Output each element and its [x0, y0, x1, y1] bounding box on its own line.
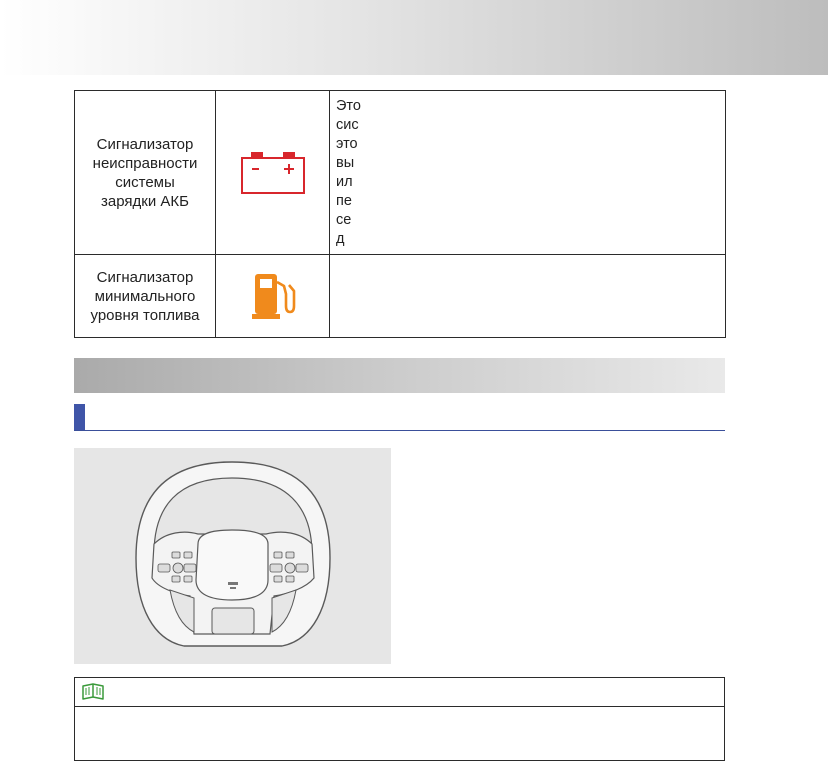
description-line: пе	[336, 193, 352, 209]
indicator-description	[330, 91, 726, 255]
indicator-table	[74, 90, 726, 338]
description-line: Это	[336, 98, 361, 114]
description-line: ил	[336, 174, 353, 190]
description-line: сис	[336, 117, 359, 133]
open-book-icon	[81, 683, 105, 701]
description-line: вы	[336, 155, 355, 171]
indicator-icon-cell	[216, 255, 330, 338]
battery-warning-icon	[240, 151, 306, 195]
indicator-icon-cell	[216, 91, 330, 255]
label-line: зарядки АКБ	[101, 192, 189, 210]
label-line: системы	[115, 173, 175, 191]
indicator-label	[75, 255, 216, 338]
table-row	[75, 91, 726, 255]
page-header-band	[0, 0, 828, 75]
label-line: Сигнализатор	[96, 135, 194, 153]
label-line: Сигнализатор	[96, 268, 194, 286]
steering-wheel-figure	[74, 448, 391, 664]
table-row	[75, 255, 726, 338]
description-line: д	[336, 231, 345, 247]
note-header	[75, 678, 724, 707]
label-line: минимального	[94, 287, 196, 305]
label-line: неисправности	[92, 154, 198, 172]
heading-marker	[74, 404, 85, 430]
subsection-heading	[74, 404, 725, 431]
description-line: се	[336, 212, 352, 228]
label-line: уровня топлива	[90, 306, 200, 324]
indicator-label	[75, 91, 216, 255]
section-title-band	[74, 358, 725, 393]
indicator-description	[330, 255, 726, 338]
steering-wheel-illustration	[74, 448, 391, 664]
fuel-pump-icon	[250, 272, 296, 320]
description-line: это	[336, 136, 358, 152]
note-box	[74, 677, 725, 761]
